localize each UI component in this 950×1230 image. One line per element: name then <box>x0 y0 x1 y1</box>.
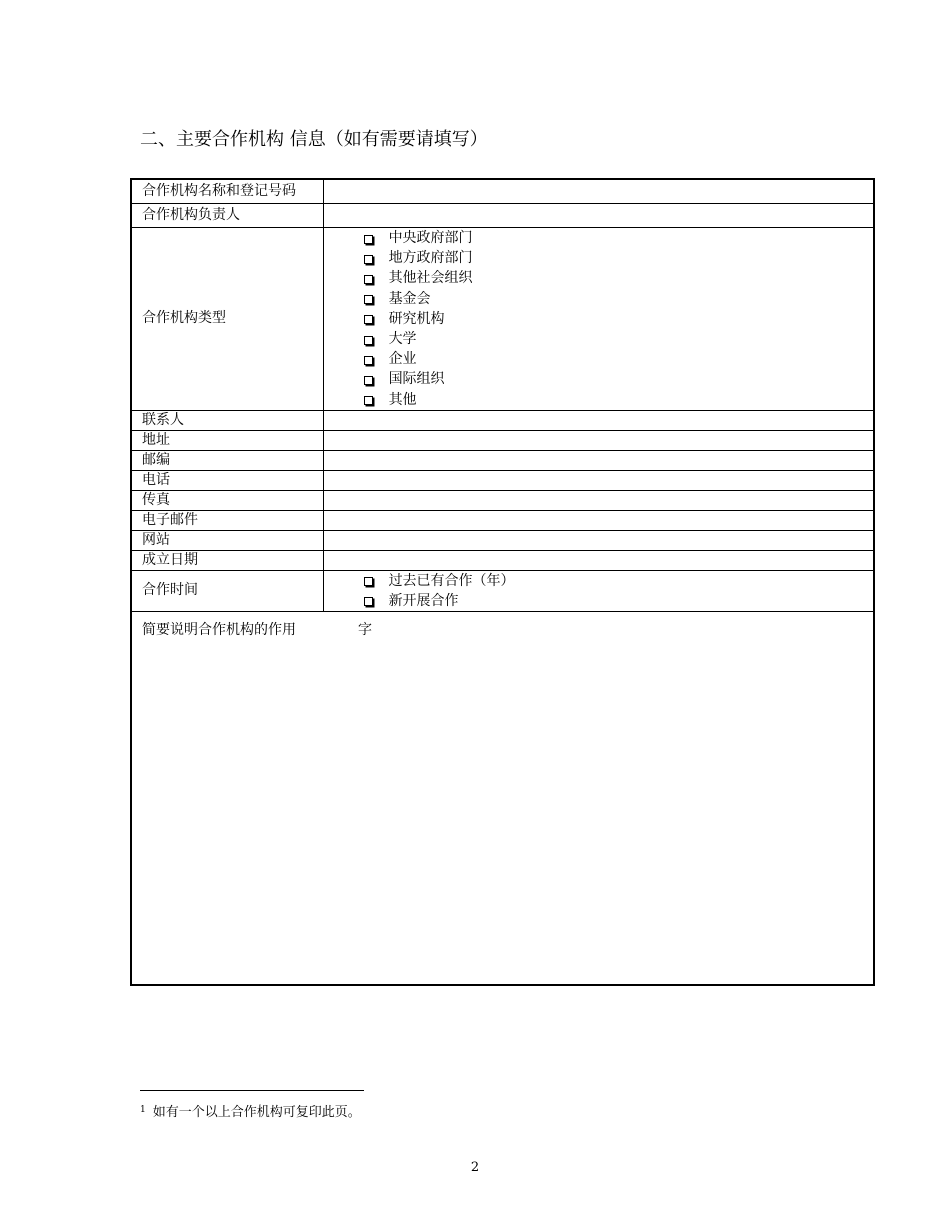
checkbox-icon[interactable] <box>364 577 373 586</box>
type-option-research-institute[interactable]: 研究机构 <box>364 309 873 329</box>
website-label: 网站 <box>131 530 323 550</box>
email-field[interactable] <box>323 510 874 530</box>
checkbox-icon[interactable] <box>364 255 373 264</box>
description-label: 简要说明合作机构的作用 <box>142 622 296 639</box>
table-row <box>131 570 874 611</box>
footnote-divider <box>140 1090 364 1091</box>
fax-label: 传真 <box>131 490 323 510</box>
type-option-international-org[interactable]: 国际组织 <box>364 369 873 389</box>
contact-label: 联系人 <box>131 410 323 430</box>
contact-field[interactable] <box>323 410 874 430</box>
type-option-local-government[interactable]: 地方政府部门 <box>364 248 873 268</box>
website-field[interactable] <box>323 530 874 550</box>
table-row <box>131 612 874 986</box>
checkbox-icon[interactable] <box>364 275 373 284</box>
partner-info-table <box>130 178 875 986</box>
phone-label: 电话 <box>131 470 323 490</box>
founded-date-label: 成立日期 <box>131 550 323 570</box>
partner-type-label: 合作机构类型 <box>131 228 323 411</box>
address-field[interactable] <box>323 430 874 450</box>
cooperation-time-label: 合作时间 <box>131 570 323 611</box>
table-row <box>131 490 874 510</box>
table-row <box>131 450 874 470</box>
checkbox-icon[interactable] <box>364 295 373 304</box>
table-row <box>131 510 874 530</box>
checkbox-icon[interactable] <box>364 376 373 385</box>
postcode-field[interactable] <box>323 450 874 470</box>
address-label: 地址 <box>131 430 323 450</box>
checkbox-icon[interactable] <box>364 396 373 405</box>
description-field[interactable] <box>131 612 874 986</box>
partner-name-field[interactable] <box>323 179 874 204</box>
time-option-new[interactable]: 新开展合作 <box>364 591 873 611</box>
section-heading: 二、主要合作机构 信息（如有需要请填写） <box>140 129 488 150</box>
checkbox-icon[interactable] <box>364 356 373 365</box>
table-row <box>131 470 874 490</box>
table-row <box>131 550 874 570</box>
email-label: 电子邮件 <box>131 510 323 530</box>
type-option-central-government[interactable]: 中央政府部门 <box>364 228 873 248</box>
table-row <box>131 179 874 204</box>
table-row <box>131 204 874 228</box>
type-option-other-social-org[interactable]: 其他社会组织 <box>364 268 873 288</box>
description-suffix: 字 <box>358 622 372 639</box>
founded-date-field[interactable] <box>323 550 874 570</box>
table-row <box>131 530 874 550</box>
table-row <box>131 228 874 411</box>
type-option-enterprise[interactable]: 企业 <box>364 349 873 369</box>
checkbox-icon[interactable] <box>364 315 373 324</box>
footnote-text: 如有一个以上合作机构可复印此页。 <box>152 1105 361 1120</box>
type-option-foundation[interactable]: 基金会 <box>364 289 873 309</box>
partner-type-options <box>323 228 874 411</box>
page-number: 2 <box>470 1160 480 1175</box>
type-option-other[interactable]: 其他 <box>364 390 873 410</box>
partner-name-label: 合作机构名称和登记号码 <box>131 179 323 204</box>
table-row <box>131 430 874 450</box>
partner-head-field[interactable] <box>323 204 874 228</box>
cooperation-time-options <box>323 570 874 611</box>
checkbox-icon[interactable] <box>364 336 373 345</box>
phone-field[interactable] <box>323 470 874 490</box>
checkbox-icon[interactable] <box>364 597 373 606</box>
postcode-label: 邮编 <box>131 450 323 470</box>
type-option-university[interactable]: 大学 <box>364 329 873 349</box>
partner-head-label: 合作机构负责人 <box>131 204 323 228</box>
fax-field[interactable] <box>323 490 874 510</box>
footnote <box>140 1101 361 1122</box>
time-option-existing[interactable]: 过去已有合作（年） <box>364 571 873 591</box>
footnote-marker: 1 <box>140 1105 146 1115</box>
table-row <box>131 410 874 430</box>
checkbox-icon[interactable] <box>364 235 373 244</box>
